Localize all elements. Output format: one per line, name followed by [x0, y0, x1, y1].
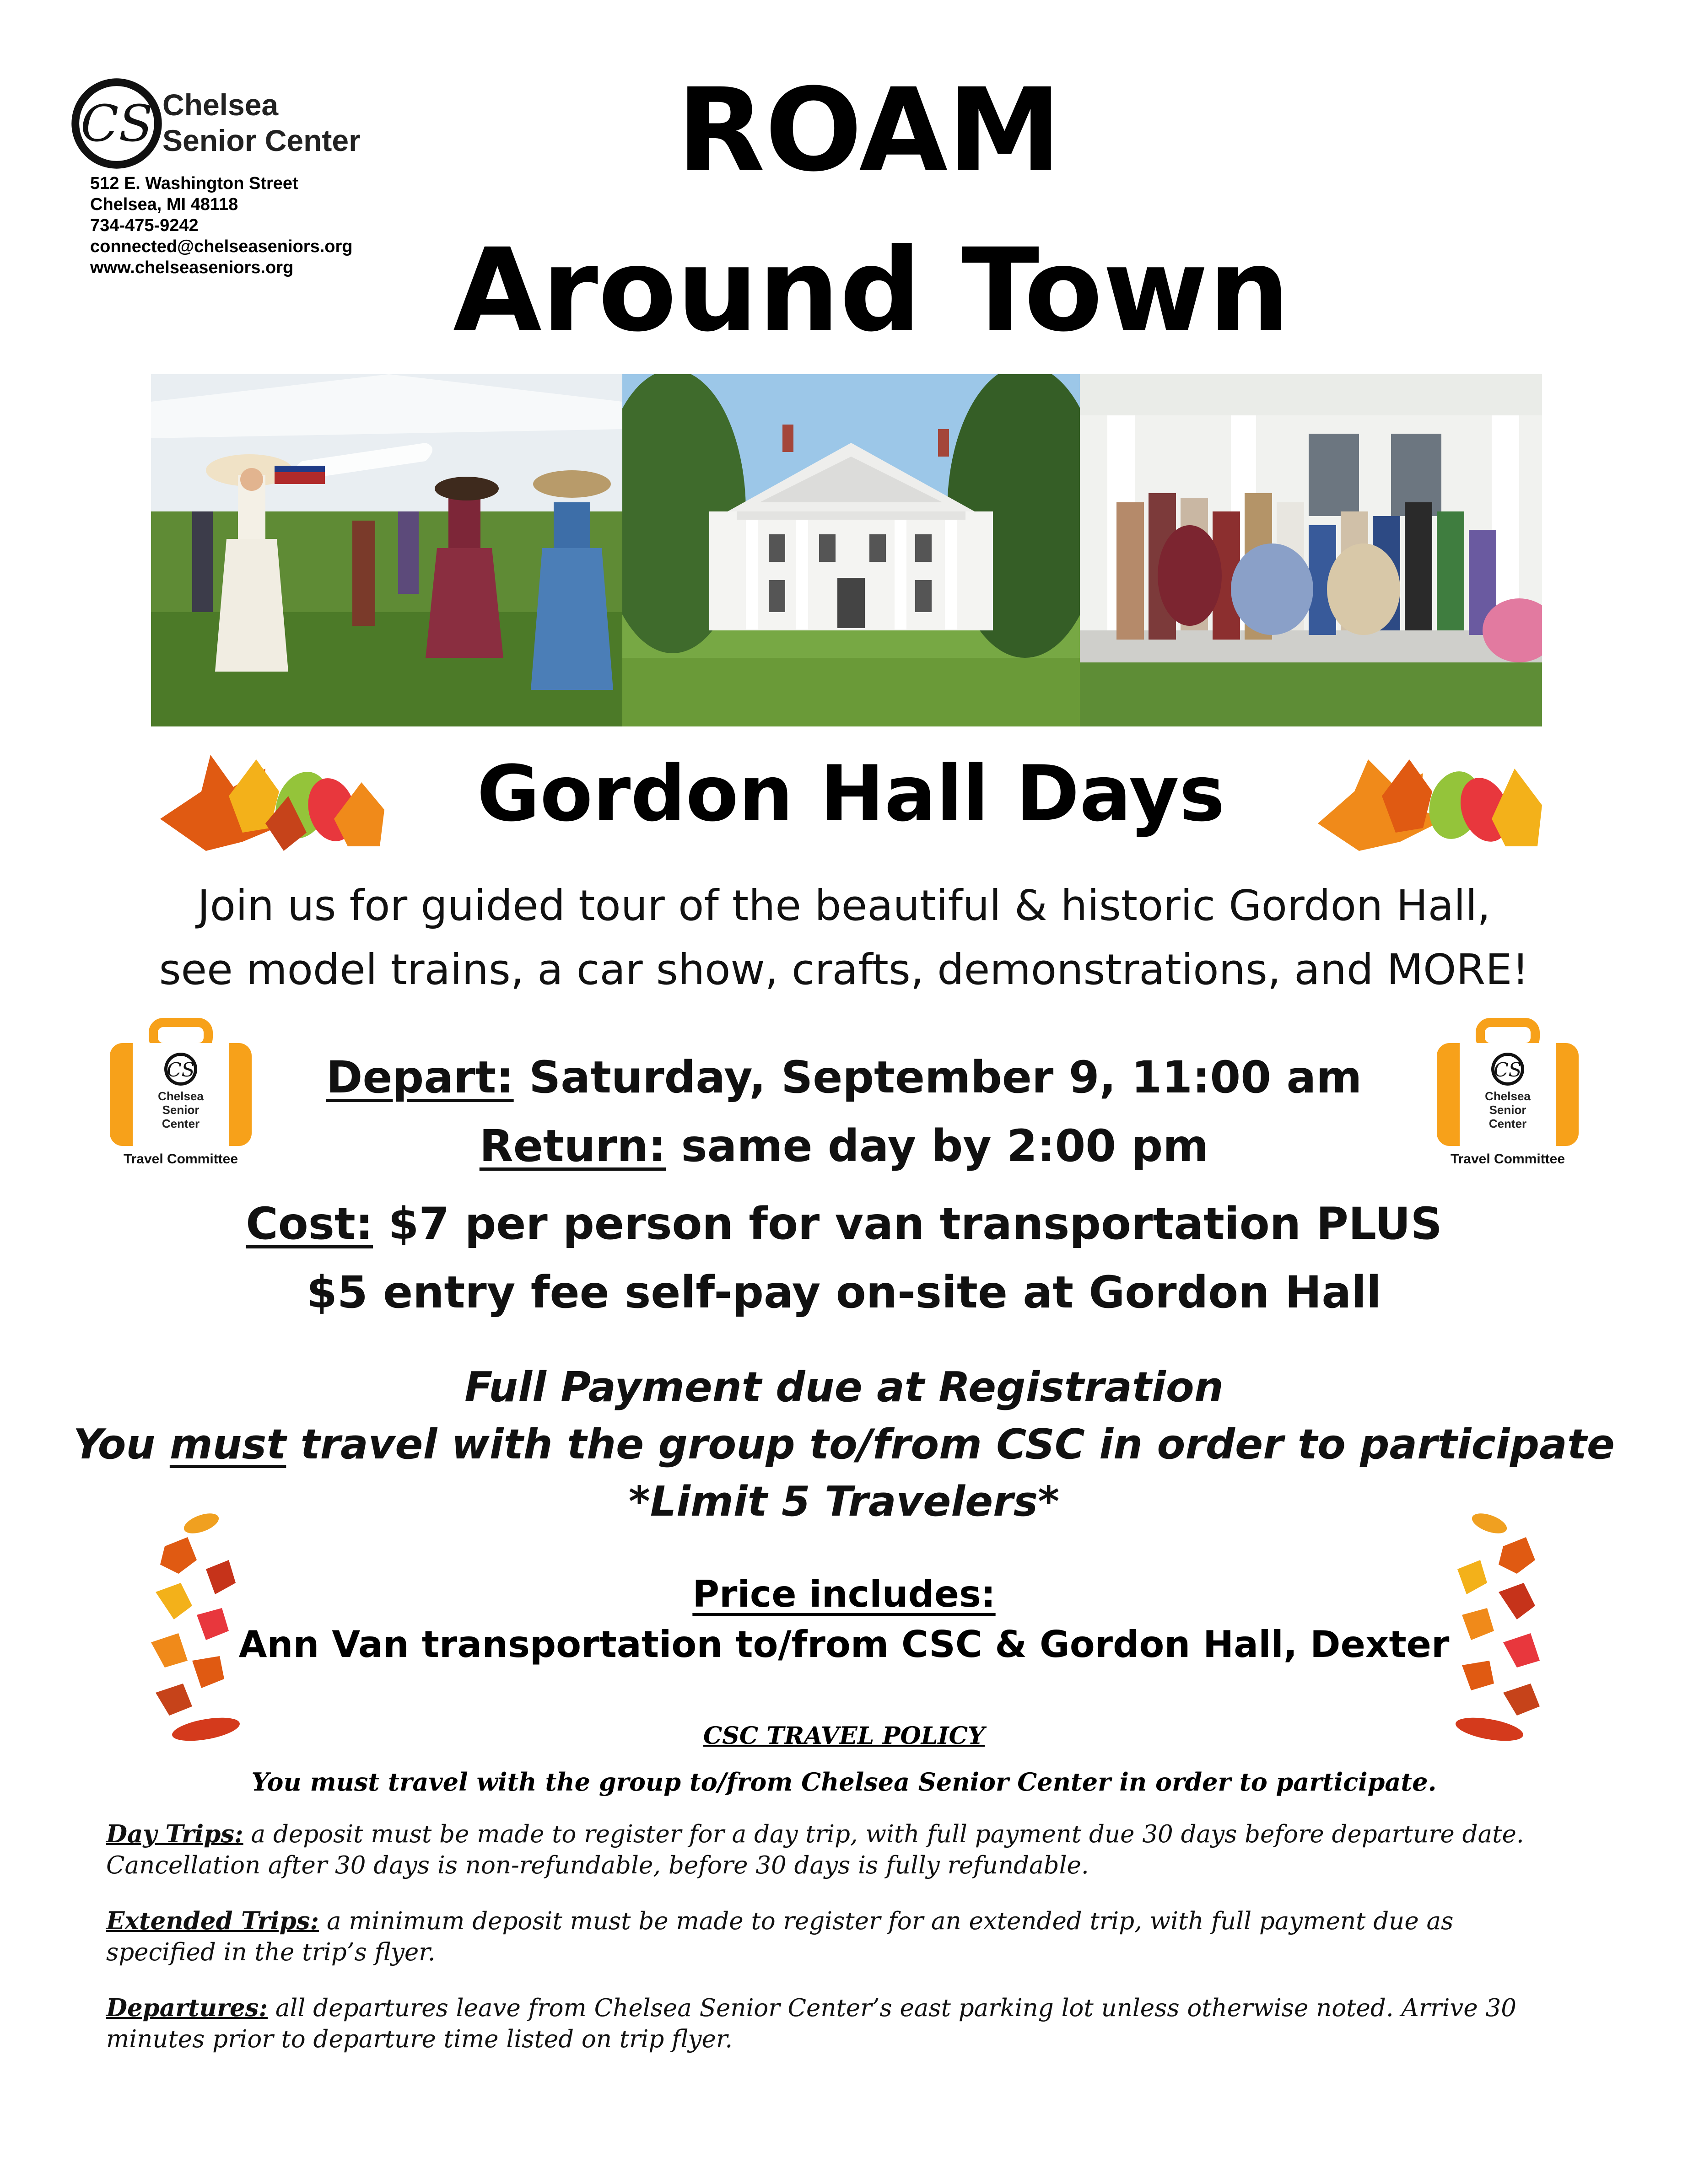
org-address-line1: 512 E. Washington Street: [90, 174, 298, 193]
photo-costumed-group: [1080, 374, 1542, 726]
org-email[interactable]: connected@chelseaseniors.org: [90, 237, 353, 256]
payment-note: Full Payment due at Registration: [464, 1363, 1224, 1411]
policy-lead: You must travel with the group to/from Chelsea Senior Center in order to participate.: [251, 1767, 1437, 1797]
autumn-leaves-right-icon: [1309, 741, 1547, 860]
svg-text:Center: Center: [162, 1117, 200, 1130]
price-includes-heading: [0, 1569, 1688, 1619]
policy-departures: [106, 1992, 1570, 2055]
event-title: Gordon Hall Days: [477, 749, 1225, 839]
must-prefix: You: [73, 1420, 170, 1469]
policy-title-text: CSC TRAVEL POLICY: [703, 1722, 985, 1750]
photo-costumed-women: [151, 374, 622, 726]
org-address-line2: Chelsea, MI 48118: [90, 195, 238, 214]
svg-text:Senior: Senior: [1489, 1103, 1526, 1117]
depart-value: Saturday, September 9, 11:00 am: [513, 1052, 1362, 1103]
org-name-line1: Chelsea: [162, 88, 279, 122]
return-label: Return:: [479, 1120, 666, 1172]
policy-title: [0, 1720, 1688, 1752]
policy-day-label: Day Trips:: [106, 1820, 243, 1848]
svg-text:Travel Committee: Travel Committee: [123, 1151, 238, 1167]
svg-text:CS: CS: [167, 1059, 195, 1081]
svg-text:Chelsea: Chelsea: [1485, 1089, 1531, 1103]
policy-day-trips: [106, 1818, 1570, 1881]
price-includes-label: Price includes:: [692, 1573, 996, 1615]
must-suffix: travel with the group to/from CSC in order to participate: [286, 1420, 1615, 1469]
svg-text:CS: CS: [1494, 1059, 1522, 1081]
depart-line: [0, 1043, 1688, 1112]
org-website[interactable]: www.chelseaseniors.org: [90, 258, 294, 277]
policy-ext-label: Extended Trips:: [106, 1907, 319, 1935]
cost-label: Cost:: [246, 1198, 373, 1249]
org-name-line2: Senior Center: [162, 124, 361, 157]
event-description-line2: see model trains, a car show, crafts, demonstrations, and MORE!: [159, 945, 1529, 994]
svg-text:Center: Center: [1488, 1117, 1527, 1130]
must-word: must: [169, 1420, 286, 1469]
svg-text:Travel Committee: Travel Committee: [1450, 1151, 1565, 1167]
policy-extended-trips: [106, 1905, 1570, 1968]
policy-dep-label: Departures:: [106, 1994, 268, 2022]
svg-text:Senior: Senior: [162, 1103, 200, 1117]
policy-ext-text: a minimum deposit must be made to register for an extended trip, with full payment due as specified in the trip’s flyer.: [106, 1907, 1454, 1966]
depart-label: Depart:: [326, 1052, 514, 1103]
policy-day-text: a deposit must be made to register for a day trip, with full payment due 30 days before departure date. Cancellation after 30 days is non-refundable, before 30 days is fully refundable.: [106, 1820, 1524, 1879]
policy-dep-text: all departures leave from Chelsea Senior Center’s east parking lot unless otherwise noted. Arrive 30 minutes prior to departure time listed on trip flyer.: [106, 1994, 1517, 2053]
org-phone: 734-475-9242: [90, 216, 199, 235]
return-line: [0, 1112, 1688, 1180]
must-travel-note: [0, 1416, 1688, 1473]
title-line1: ROAM: [677, 64, 1062, 197]
price-includes-body: Ann Van transportation to/from CSC & Gordon Hall, Dexter: [238, 1623, 1450, 1666]
title-line2: Around Town: [453, 224, 1290, 357]
cost-line2: $5 entry fee self-pay on-site at Gordon Hall: [307, 1267, 1381, 1318]
cost-line1: [0, 1189, 1688, 1258]
org-logo-letters: CS: [80, 94, 153, 153]
svg-text:Chelsea: Chelsea: [158, 1089, 204, 1103]
photo-gordon-hall: [622, 374, 1080, 726]
limit-note: *Limit 5 Travelers*: [628, 1478, 1060, 1526]
event-description-line1: Join us for guided tour of the beautiful & historic Gordon Hall,: [197, 881, 1491, 930]
cost-line1-value: $7 per person for van transportation PLUS: [373, 1198, 1442, 1249]
return-value: same day by 2:00 pm: [666, 1120, 1209, 1172]
